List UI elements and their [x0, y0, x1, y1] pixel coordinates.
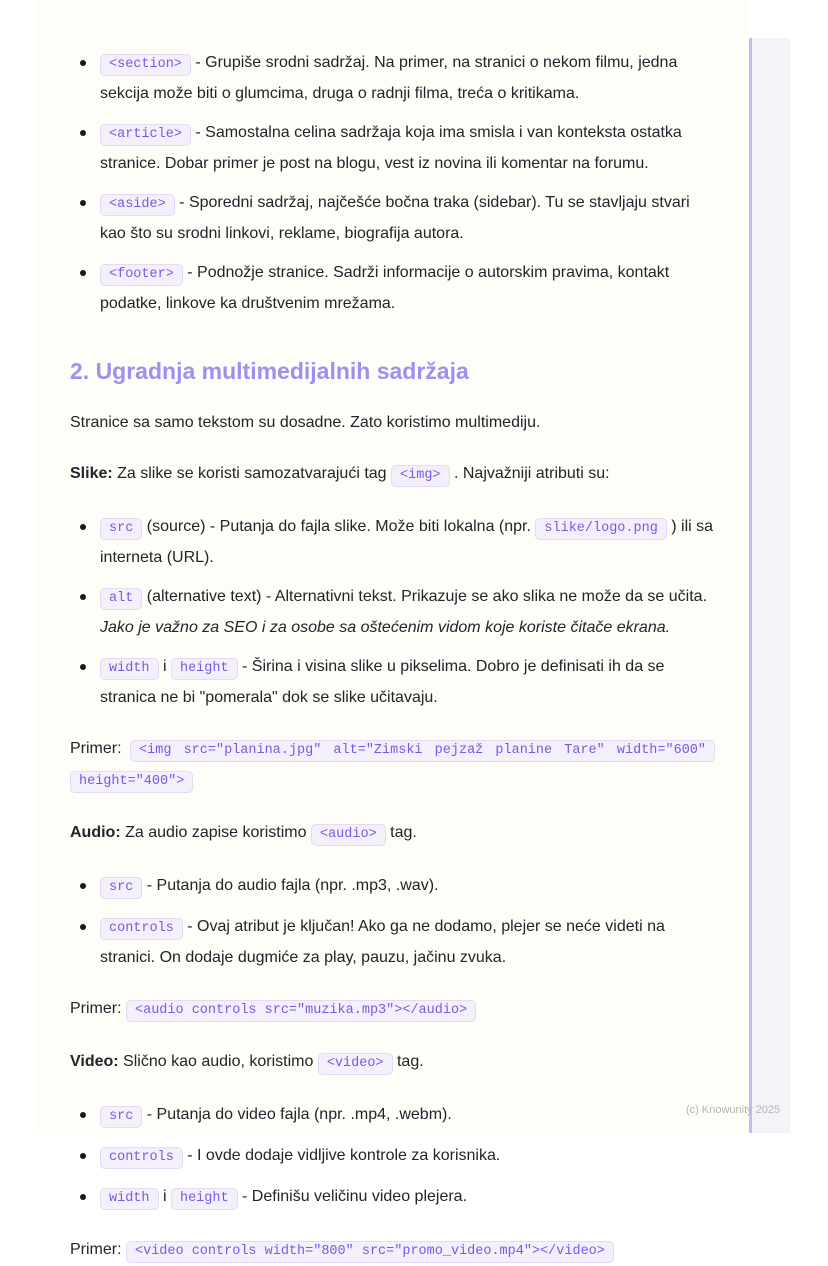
scrollbar-thumb[interactable] [749, 38, 752, 1133]
inline-code: controls [100, 918, 183, 940]
inline-code: src [100, 877, 142, 899]
paragraph [70, 734, 715, 796]
inline-code: <article> [100, 124, 191, 146]
right-rail [749, 38, 790, 1133]
text-run: Jako je važno za SEO i za osobe sa oštećenim vidom koje koriste čitače ekrana. [100, 619, 671, 636]
inline-code: <footer> [100, 264, 183, 286]
bullet-item [100, 871, 715, 902]
inline-code: controls [100, 1147, 183, 1169]
paragraph [70, 1047, 715, 1078]
text-run: - Samostalna celina sadržaja koja ima smisla i van konteksta ostatka stranice. Dobar primer je post na blogu, vest iz novina ili komentar na forumu. [100, 124, 682, 172]
text-run: Video: [70, 1053, 119, 1070]
inline-code: alt [100, 588, 142, 610]
text-run: - Putanja do video fajla (npr. .mp4, .webm). [142, 1106, 452, 1123]
paragraph [70, 408, 715, 437]
inline-code: <audio> [311, 824, 386, 846]
text-run: Audio: [70, 824, 121, 841]
inline-code: <img src="planina.jpg" alt="Zimski pejzaž planine Tare" width="600" height="400"> [70, 740, 715, 793]
text-run: Primer: [70, 740, 131, 757]
paragraph [70, 818, 715, 849]
text-run: i [158, 658, 171, 675]
inline-code: <section> [100, 54, 191, 76]
text-run: - I ovde dodaje vidljive kontrole za korisnika. [182, 1147, 501, 1164]
paragraph [70, 459, 715, 490]
text-run: (alternative text) - Alternativni tekst. Prikazuje se ako slika ne može da se učita. [142, 588, 708, 605]
paragraph [70, 1235, 715, 1266]
bullet-list [70, 512, 715, 712]
inline-code: width [100, 1188, 159, 1210]
inline-code: <video controls width="800" src="promo_video.mp4"></video> [126, 1241, 614, 1263]
text-run: - Ovaj atribut je ključan! Ako ga ne dodamo, plejer se neće videti na stranici. On dodaje dugmiće za play, pauzu, jačinu zvuka. [100, 918, 665, 966]
bullet-list [70, 871, 715, 972]
text-run: Za slike se koristi samozatvarajući tag [112, 465, 392, 482]
bullet-item [100, 188, 715, 248]
bullet-item [100, 118, 715, 178]
text-run: - Grupiše srodni sadržaj. Na primer, na stranici o nekom filmu, jedna sekcija može biti o glumcima, druga o radnji filma, treća o kritikama. [100, 54, 678, 102]
inline-code: src [100, 518, 142, 540]
text-run: tag. [392, 1053, 424, 1070]
text-run: tag. [385, 824, 417, 841]
text-run: Stranice sa samo tekstom su dosadne. Zato koristimo multimediju. [70, 414, 541, 431]
bullet-item [100, 258, 715, 318]
document-content [35, 0, 749, 1266]
bullet-item [100, 1100, 715, 1131]
bullet-item [100, 1182, 715, 1213]
inline-code: <video> [318, 1053, 393, 1075]
text-run: - Sporedni sadržaj, najčešće bočna traka (sidebar). Tu se stavljaju stvari kao što su srodni linkovi, reklame, biografija autora. [100, 194, 690, 242]
bullet-item [100, 48, 715, 108]
inline-code: width [100, 658, 159, 680]
inline-code: <aside> [100, 194, 175, 216]
text-run: - Definišu veličinu video plejera. [237, 1188, 468, 1205]
bullet-item [100, 1141, 715, 1172]
inline-code: <img> [391, 465, 450, 487]
inline-code: <audio controls src="muzika.mp3"></audio> [126, 1000, 476, 1022]
bullet-item [100, 912, 715, 972]
inline-code: height [171, 658, 238, 680]
bullet-item [100, 652, 715, 712]
text-run: Slike: [70, 465, 113, 482]
bullet-item [100, 512, 715, 572]
text-run: i [158, 1188, 171, 1205]
watermark: (c) Knowunity 2025 [686, 1104, 781, 1116]
paragraph [70, 994, 715, 1025]
text-run: Za audio zapise koristimo [120, 824, 311, 841]
bullet-item [100, 582, 715, 642]
inline-code: src [100, 1106, 142, 1128]
section-heading: 2. Ugradnja multimedijalnih sadržaja [70, 358, 469, 384]
inline-code: slike/logo.png [535, 518, 666, 540]
text-run: Primer: [70, 1241, 126, 1258]
text-run: - Putanja do audio fajla (npr. .mp3, .wav). [142, 877, 439, 894]
bullet-list [70, 48, 715, 318]
text-run: - Podnožje stranice. Sadrži informacije o autorskim pravima, kontakt podatke, linkove ka društvenim mrežama. [100, 264, 670, 312]
text-run: Primer: [70, 1000, 126, 1017]
document-page [35, 0, 749, 1259]
bullet-list [70, 1100, 715, 1213]
text-run: Slično kao audio, koristimo [118, 1053, 318, 1070]
text-run: . Najvažniji atributi su: [449, 465, 610, 482]
text-run: (source) - Putanja do fajla slike. Može biti lokalna (npr. [142, 518, 536, 535]
inline-code: height [171, 1188, 238, 1210]
text-run: - Širina i visina slike u pikselima. Dobro je definisati ih da se stranica ne bi "pomerala" dok se slike učitavaju. [100, 658, 665, 706]
text-run: ) ili sa interneta (URL). [100, 518, 714, 566]
